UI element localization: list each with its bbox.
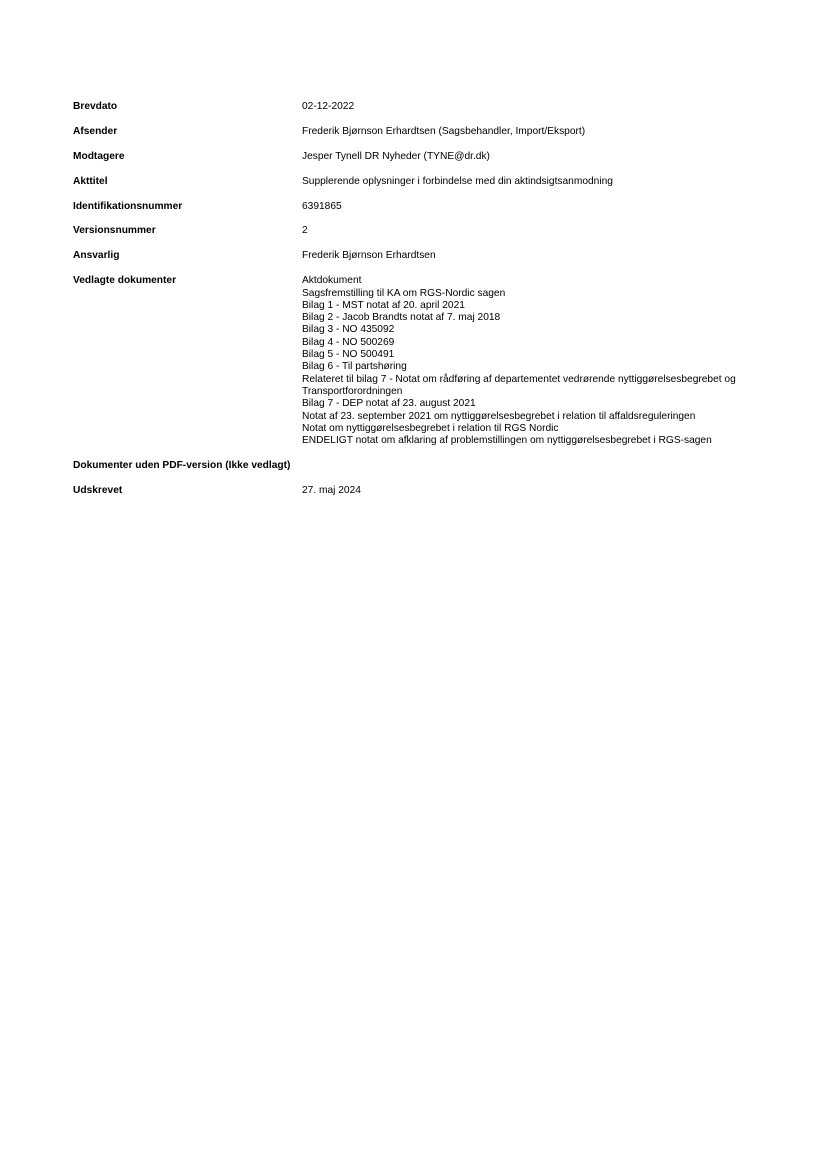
label-modtagere: Modtagere [73,150,125,162]
value-dokumenter-uden-pdf [302,460,763,472]
value-afsender: Frederik Bjørnson Erhardtsen (Sagsbehandler, Import/Eksport) [302,125,586,137]
label-afsender: Afsender [73,125,118,137]
row-dokumenter-uden-pdf [73,460,763,472]
attached-document-item: Notat om nyttiggørelsesbegrebet i relation til RGS Nordic [302,422,559,434]
row-ansvarlig [73,250,763,262]
row-vedlagte-dokumenter [73,275,763,447]
attached-document-item: Bilag 6 - Til partshøring [302,361,407,373]
value-ansvarlig: Frederik Bjørnson Erhardtsen [302,250,436,262]
value-vedlagte-dokumenter [302,275,763,447]
attached-document-item: Sagsfremstilling til KA om RGS-Nordic sagen [302,287,506,299]
attached-document-item: Bilag 3 - NO 435092 [302,324,395,336]
label-brevdato: Brevdato [73,101,118,112]
row-versionsnummer [73,225,763,237]
row-brevdato [73,101,763,113]
attached-document-item: Bilag 1 - MST notat af 20. april 2021 [302,299,465,311]
value-versionsnummer: 2 [302,225,308,237]
attached-document-item: Notat af 23. september 2021 om nyttiggørelsesbegrebet i relation til affaldsreguleringen [302,410,696,422]
attached-document-item: Bilag 5 - NO 500491 [302,349,395,361]
value-modtagere: Jesper Tynell DR Nyheder (TYNE@dr.dk) [302,150,490,162]
value-udskrevet: 27. maj 2024 [302,484,361,496]
row-udskrevet [73,485,763,497]
attached-document-item: Bilag 4 - NO 500269 [302,336,395,348]
row-akttitel [73,176,763,188]
attached-document-item: Aktdokument [302,275,362,287]
label-identifikationsnummer: Identifikationsnummer [73,200,183,212]
row-afsender [73,126,763,138]
value-identifikationsnummer: 6391865 [302,200,342,212]
document-metadata-table [73,101,763,510]
label-dokumenter-uden-pdf: Dokumenter uden PDF-version (Ikke vedlagt) [73,459,291,471]
label-ansvarlig: Ansvarlig [73,250,120,262]
value-brevdato: 02-12-2022 [302,101,355,112]
attached-document-item: Relateret til bilag 7 - Notat om rådføring af departementet vedrørende nyttiggørelsesbegrebet og Transportforordningen [302,373,736,397]
label-vedlagte-dokumenter: Vedlagte dokumenter [73,275,177,287]
attached-document-item: Bilag 2 - Jacob Brandts notat af 7. maj 2018 [302,312,501,324]
row-modtagere [73,151,763,163]
label-akttitel: Akttitel [73,175,108,187]
attached-document-item: ENDELIGT notat om afklaring af problemstillingen om nyttiggørelsesbegrebet i RGS-sagen [302,435,712,447]
attached-documents-list [302,275,763,447]
label-versionsnummer: Versionsnummer [73,225,156,237]
value-akttitel: Supplerende oplysninger i forbindelse med din aktindsigtsanmodning [302,175,613,187]
label-udskrevet: Udskrevet [73,484,123,496]
row-identifikationsnummer [73,201,763,213]
attached-document-item: Bilag 7 - DEP notat af 23. august 2021 [302,398,476,410]
